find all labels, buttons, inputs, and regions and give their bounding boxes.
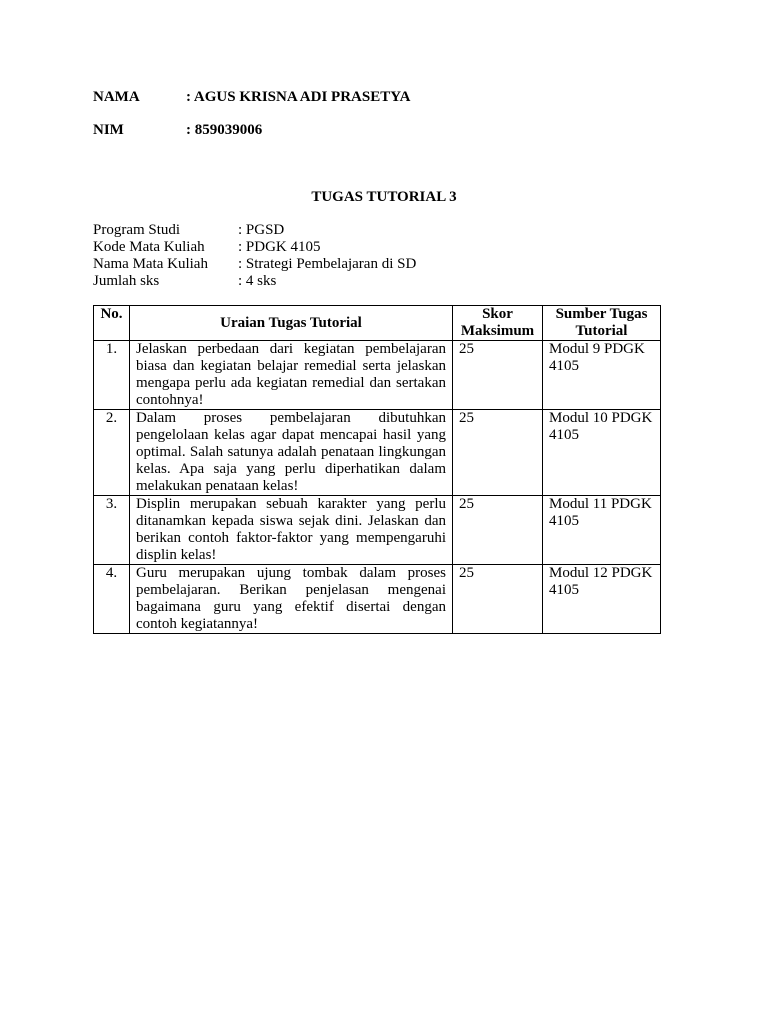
task-max-score: 25 — [453, 565, 543, 634]
course-info — [93, 222, 416, 290]
nim-label: NIM — [93, 122, 124, 138]
header-description: Uraian Tugas Tutorial — [130, 306, 453, 341]
row-number: 4. — [94, 565, 130, 634]
task-source: Modul 10 PDGK 4105 — [543, 410, 661, 496]
info-label: Jumlah sks — [93, 273, 160, 289]
course-info-row — [93, 222, 416, 239]
nim-value: : 859039006 — [186, 122, 263, 138]
info-label: Program Studi — [93, 222, 181, 238]
task-description: Jelaskan perbedaan dari kegiatan pembelajaran biasa dan kegiatan belajar remedial serta jelaskan mengapa perlu ada kegiatan remedial dan sertakan contohnya! — [130, 341, 453, 410]
student-name-row — [93, 88, 411, 106]
course-info-row — [93, 256, 416, 273]
info-value: : Strategi Pembelajaran di SD — [238, 256, 417, 272]
task-source: Modul 12 PDGK 4105 — [543, 565, 661, 634]
table-row — [94, 496, 661, 565]
course-info-row — [93, 239, 416, 256]
table-header-row — [94, 306, 661, 341]
table-row — [94, 410, 661, 496]
task-max-score: 25 — [453, 496, 543, 565]
header-source: Sumber Tugas Tutorial — [543, 306, 661, 341]
task-description: Guru merupakan ujung tombak dalam proses pembelajaran. Berikan penjelasan mengenai bagaimana guru yang efektif disertai dengan contoh kegiatannya! — [130, 565, 453, 634]
info-label: Kode Mata Kuliah — [93, 239, 205, 255]
info-label: Nama Mata Kuliah — [93, 256, 208, 272]
task-source: Modul 9 PDGK 4105 — [543, 341, 661, 410]
info-value: : PDGK 4105 — [238, 239, 321, 255]
name-label: NAMA — [93, 89, 140, 105]
task-description: Displin merupakan sebuah karakter yang perlu ditanamkan kepada siswa sejak dini. Jelaskan dan berikan contoh faktor-faktor yang mempengaruhi displin kelas! — [130, 496, 453, 565]
task-description: Dalam proses pembelajaran dibutuhkan pengelolaan kelas agar dapat mencapai hasil yang optimal. Salah satunya adalah penataan lingkungan kelas. Apa saja yang perlu diperhatikan dalam melakukan penataan kelas! — [130, 410, 453, 496]
header-max-score: Skor Maksimum — [453, 306, 543, 341]
task-max-score: 25 — [453, 341, 543, 410]
student-id-row — [93, 121, 262, 139]
course-info-row — [93, 273, 416, 290]
document-title: TUGAS TUTORIAL 3 — [311, 189, 457, 205]
table-row — [94, 341, 661, 410]
info-value: : PGSD — [238, 222, 285, 238]
row-number: 3. — [94, 496, 130, 565]
header-no: No. — [94, 306, 130, 341]
name-value: : AGUS KRISNA ADI PRASETYA — [186, 89, 411, 105]
info-value: : 4 sks — [238, 273, 277, 289]
task-source: Modul 11 PDGK 4105 — [543, 496, 661, 565]
table-row — [94, 565, 661, 634]
task-max-score: 25 — [453, 410, 543, 496]
task-table — [93, 305, 661, 634]
row-number: 2. — [94, 410, 130, 496]
row-number: 1. — [94, 341, 130, 410]
